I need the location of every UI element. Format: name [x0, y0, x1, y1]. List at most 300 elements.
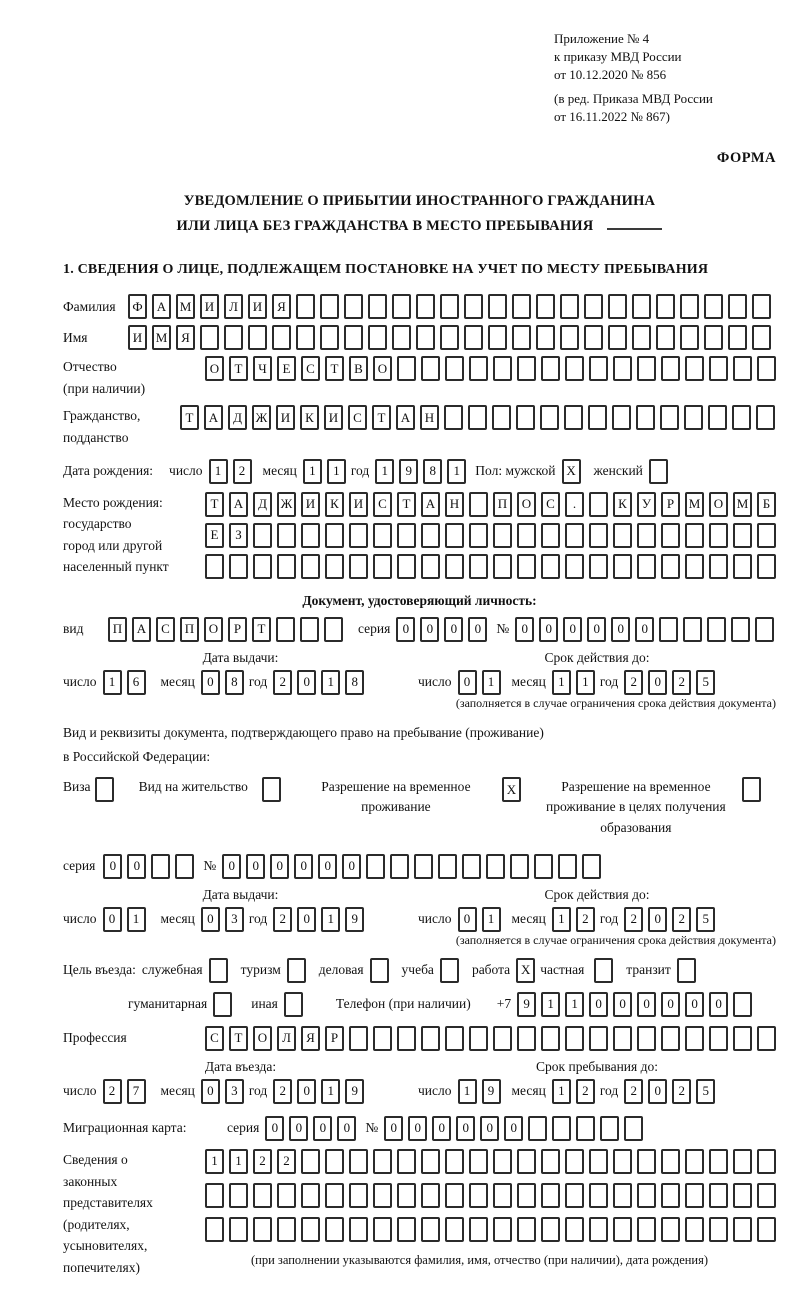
char-cell[interactable]: [558, 854, 577, 879]
char-cell[interactable]: [757, 356, 776, 381]
char-cell[interactable]: [325, 554, 344, 579]
char-cell[interactable]: [728, 325, 747, 350]
char-cell[interactable]: [517, 356, 536, 381]
char-cell[interactable]: [661, 1026, 680, 1051]
char-cell[interactable]: [588, 405, 607, 430]
char-cell[interactable]: [325, 1217, 344, 1242]
char-cell[interactable]: Т: [325, 356, 344, 381]
char-cell[interactable]: Л: [277, 1026, 296, 1051]
char-cell[interactable]: Т: [180, 405, 199, 430]
char-cell[interactable]: [229, 1217, 248, 1242]
char-cell[interactable]: [661, 1217, 680, 1242]
char-cell[interactable]: 2: [672, 670, 691, 695]
char-cell[interactable]: [709, 554, 728, 579]
char-cell[interactable]: 6: [127, 670, 146, 695]
char-cell[interactable]: А: [132, 617, 151, 642]
char-cell[interactable]: Ч: [253, 356, 272, 381]
char-cell[interactable]: [613, 1217, 632, 1242]
char-cell[interactable]: С: [301, 356, 320, 381]
char-cell[interactable]: Д: [253, 492, 272, 517]
char-cell[interactable]: О: [517, 492, 536, 517]
char-cell[interactable]: [752, 325, 771, 350]
char-cell[interactable]: [469, 523, 488, 548]
char-cell[interactable]: [589, 492, 608, 517]
char-cell[interactable]: М: [176, 294, 195, 319]
char-cell[interactable]: [517, 554, 536, 579]
char-cell[interactable]: [205, 1217, 224, 1242]
char-cell[interactable]: С: [541, 492, 560, 517]
char-cell[interactable]: .: [565, 492, 584, 517]
char-cell[interactable]: [517, 523, 536, 548]
char-cell[interactable]: [344, 294, 363, 319]
char-cell[interactable]: [608, 294, 627, 319]
char-cell[interactable]: 2: [624, 907, 643, 932]
char-cell[interactable]: 0: [515, 617, 534, 642]
char-cell[interactable]: 1: [303, 459, 322, 484]
char-cell[interactable]: Ж: [277, 492, 296, 517]
char-cell[interactable]: 0: [201, 1079, 220, 1104]
char-cell[interactable]: [733, 554, 752, 579]
char-cell[interactable]: [731, 617, 750, 642]
char-cell[interactable]: [284, 992, 303, 1017]
char-cell[interactable]: [517, 1026, 536, 1051]
char-cell[interactable]: [757, 1183, 776, 1208]
char-cell[interactable]: Р: [661, 492, 680, 517]
char-cell[interactable]: 1: [447, 459, 466, 484]
char-cell[interactable]: С: [156, 617, 175, 642]
char-cell[interactable]: Т: [229, 356, 248, 381]
char-cell[interactable]: О: [205, 356, 224, 381]
char-cell[interactable]: [757, 1149, 776, 1174]
char-cell[interactable]: [516, 405, 535, 430]
char-cell[interactable]: [541, 356, 560, 381]
char-cell[interactable]: 0: [294, 854, 313, 879]
char-cell[interactable]: У: [637, 492, 656, 517]
char-cell[interactable]: [469, 1149, 488, 1174]
char-cell[interactable]: И: [349, 492, 368, 517]
char-cell[interactable]: [493, 1217, 512, 1242]
char-cell[interactable]: [440, 958, 459, 983]
char-cell[interactable]: О: [204, 617, 223, 642]
char-cell[interactable]: 0: [613, 992, 632, 1017]
char-cell[interactable]: [637, 1026, 656, 1051]
char-cell[interactable]: 0: [337, 1116, 356, 1141]
char-cell[interactable]: 0: [318, 854, 337, 879]
char-cell[interactable]: 0: [103, 854, 122, 879]
char-cell[interactable]: [469, 1217, 488, 1242]
char-cell[interactable]: М: [152, 325, 171, 350]
char-cell[interactable]: Н: [445, 492, 464, 517]
char-cell[interactable]: [493, 523, 512, 548]
char-cell[interactable]: [755, 617, 774, 642]
char-cell[interactable]: [277, 1217, 296, 1242]
char-cell[interactable]: [536, 294, 555, 319]
char-cell[interactable]: 0: [635, 617, 654, 642]
char-cell[interactable]: 0: [396, 617, 415, 642]
char-cell[interactable]: [742, 777, 761, 802]
char-cell[interactable]: [349, 1026, 368, 1051]
char-cell[interactable]: [493, 356, 512, 381]
char-cell[interactable]: [637, 1183, 656, 1208]
char-cell[interactable]: [445, 1026, 464, 1051]
char-cell[interactable]: [200, 325, 219, 350]
char-cell[interactable]: [704, 294, 723, 319]
char-cell[interactable]: [589, 1217, 608, 1242]
char-cell[interactable]: 1: [327, 459, 346, 484]
char-cell[interactable]: [685, 356, 704, 381]
char-cell[interactable]: К: [613, 492, 632, 517]
char-cell[interactable]: [416, 325, 435, 350]
char-cell[interactable]: О: [253, 1026, 272, 1051]
char-cell[interactable]: [677, 958, 696, 983]
char-cell[interactable]: Т: [205, 492, 224, 517]
char-cell[interactable]: [276, 617, 295, 642]
char-cell[interactable]: [733, 523, 752, 548]
char-cell[interactable]: [392, 325, 411, 350]
char-cell[interactable]: [390, 854, 409, 879]
char-cell[interactable]: И: [301, 492, 320, 517]
char-cell[interactable]: [685, 554, 704, 579]
char-cell[interactable]: [213, 992, 232, 1017]
char-cell[interactable]: [373, 523, 392, 548]
char-cell[interactable]: [683, 617, 702, 642]
char-cell[interactable]: [253, 523, 272, 548]
char-cell[interactable]: [560, 325, 579, 350]
char-cell[interactable]: [493, 554, 512, 579]
char-cell[interactable]: [296, 325, 315, 350]
char-cell[interactable]: [349, 1149, 368, 1174]
char-cell[interactable]: [445, 523, 464, 548]
char-cell[interactable]: [613, 1149, 632, 1174]
char-cell[interactable]: 1: [552, 907, 571, 932]
char-cell[interactable]: [565, 1026, 584, 1051]
char-cell[interactable]: 0: [246, 854, 265, 879]
char-cell[interactable]: [589, 1183, 608, 1208]
char-cell[interactable]: [757, 523, 776, 548]
char-cell[interactable]: 1: [321, 907, 340, 932]
char-cell[interactable]: [320, 294, 339, 319]
char-cell[interactable]: 0: [589, 992, 608, 1017]
char-cell[interactable]: [656, 325, 675, 350]
char-cell[interactable]: 0: [661, 992, 680, 1017]
char-cell[interactable]: [600, 1116, 619, 1141]
char-cell[interactable]: [536, 325, 555, 350]
char-cell[interactable]: Н: [420, 405, 439, 430]
char-cell[interactable]: И: [200, 294, 219, 319]
char-cell[interactable]: 1: [552, 670, 571, 695]
char-cell[interactable]: О: [709, 492, 728, 517]
char-cell[interactable]: X: [502, 777, 521, 802]
char-cell[interactable]: 0: [563, 617, 582, 642]
char-cell[interactable]: Д: [228, 405, 247, 430]
char-cell[interactable]: 0: [468, 617, 487, 642]
char-cell[interactable]: [438, 854, 457, 879]
char-cell[interactable]: 0: [587, 617, 606, 642]
char-cell[interactable]: [637, 356, 656, 381]
char-cell[interactable]: 2: [576, 1079, 595, 1104]
char-cell[interactable]: [661, 554, 680, 579]
char-cell[interactable]: [151, 854, 170, 879]
char-cell[interactable]: [512, 294, 531, 319]
char-cell[interactable]: [440, 294, 459, 319]
char-cell[interactable]: [733, 356, 752, 381]
char-cell[interactable]: 0: [313, 1116, 332, 1141]
char-cell[interactable]: [392, 294, 411, 319]
char-cell[interactable]: [733, 1149, 752, 1174]
char-cell[interactable]: [649, 459, 668, 484]
char-cell[interactable]: 9: [399, 459, 418, 484]
char-cell[interactable]: [541, 523, 560, 548]
char-cell[interactable]: [416, 294, 435, 319]
char-cell[interactable]: [624, 1116, 643, 1141]
char-cell[interactable]: [733, 1026, 752, 1051]
char-cell[interactable]: [373, 1183, 392, 1208]
char-cell[interactable]: [685, 1183, 704, 1208]
char-cell[interactable]: [272, 325, 291, 350]
char-cell[interactable]: [534, 854, 553, 879]
char-cell[interactable]: [397, 523, 416, 548]
char-cell[interactable]: Р: [325, 1026, 344, 1051]
char-cell[interactable]: К: [300, 405, 319, 430]
char-cell[interactable]: И: [324, 405, 343, 430]
char-cell[interactable]: X: [516, 958, 535, 983]
char-cell[interactable]: [685, 1149, 704, 1174]
char-cell[interactable]: [709, 1217, 728, 1242]
char-cell[interactable]: [659, 617, 678, 642]
char-cell[interactable]: [253, 1217, 272, 1242]
char-cell[interactable]: X: [562, 459, 581, 484]
char-cell[interactable]: 2: [624, 1079, 643, 1104]
char-cell[interactable]: 1: [321, 1079, 340, 1104]
char-cell[interactable]: 0: [648, 1079, 667, 1104]
char-cell[interactable]: [349, 1183, 368, 1208]
char-cell[interactable]: [493, 1183, 512, 1208]
char-cell[interactable]: 2: [273, 1079, 292, 1104]
char-cell[interactable]: Т: [397, 492, 416, 517]
char-cell[interactable]: 2: [576, 907, 595, 932]
char-cell[interactable]: И: [276, 405, 295, 430]
char-cell[interactable]: Б: [757, 492, 776, 517]
char-cell[interactable]: [493, 1026, 512, 1051]
char-cell[interactable]: [661, 356, 680, 381]
char-cell[interactable]: С: [373, 492, 392, 517]
char-cell[interactable]: [589, 523, 608, 548]
char-cell[interactable]: [589, 1149, 608, 1174]
char-cell[interactable]: 5: [696, 907, 715, 932]
char-cell[interactable]: [277, 1183, 296, 1208]
char-cell[interactable]: 1: [482, 907, 501, 932]
char-cell[interactable]: З: [229, 523, 248, 548]
char-cell[interactable]: Я: [176, 325, 195, 350]
char-cell[interactable]: [709, 1183, 728, 1208]
char-cell[interactable]: Я: [272, 294, 291, 319]
char-cell[interactable]: 1: [103, 670, 122, 695]
char-cell[interactable]: [414, 854, 433, 879]
char-cell[interactable]: [589, 1026, 608, 1051]
char-cell[interactable]: 2: [103, 1079, 122, 1104]
char-cell[interactable]: [613, 1183, 632, 1208]
char-cell[interactable]: 0: [222, 854, 241, 879]
char-cell[interactable]: [594, 958, 613, 983]
char-cell[interactable]: [612, 405, 631, 430]
char-cell[interactable]: [320, 325, 339, 350]
char-cell[interactable]: [528, 1116, 547, 1141]
char-cell[interactable]: [464, 325, 483, 350]
char-cell[interactable]: [565, 1183, 584, 1208]
char-cell[interactable]: [752, 294, 771, 319]
char-cell[interactable]: [397, 1149, 416, 1174]
char-cell[interactable]: [325, 1149, 344, 1174]
char-cell[interactable]: [685, 523, 704, 548]
char-cell[interactable]: 2: [273, 670, 292, 695]
char-cell[interactable]: [733, 1183, 752, 1208]
char-cell[interactable]: [488, 294, 507, 319]
char-cell[interactable]: [733, 992, 752, 1017]
char-cell[interactable]: 2: [277, 1149, 296, 1174]
char-cell[interactable]: [584, 325, 603, 350]
char-cell[interactable]: [492, 405, 511, 430]
char-cell[interactable]: [368, 325, 387, 350]
char-cell[interactable]: 1: [565, 992, 584, 1017]
char-cell[interactable]: Т: [229, 1026, 248, 1051]
char-cell[interactable]: [440, 325, 459, 350]
char-cell[interactable]: [469, 1026, 488, 1051]
char-cell[interactable]: 1: [482, 670, 501, 695]
char-cell[interactable]: [756, 405, 775, 430]
char-cell[interactable]: [685, 1026, 704, 1051]
char-cell[interactable]: [301, 523, 320, 548]
char-cell[interactable]: 2: [253, 1149, 272, 1174]
char-cell[interactable]: 1: [321, 670, 340, 695]
char-cell[interactable]: А: [396, 405, 415, 430]
char-cell[interactable]: 1: [209, 459, 228, 484]
char-cell[interactable]: [205, 554, 224, 579]
char-cell[interactable]: [277, 554, 296, 579]
char-cell[interactable]: Ж: [252, 405, 271, 430]
char-cell[interactable]: [205, 1183, 224, 1208]
char-cell[interactable]: [373, 1149, 392, 1174]
char-cell[interactable]: Ф: [128, 294, 147, 319]
char-cell[interactable]: М: [685, 492, 704, 517]
char-cell[interactable]: [613, 554, 632, 579]
char-cell[interactable]: [517, 1183, 536, 1208]
char-cell[interactable]: К: [325, 492, 344, 517]
char-cell[interactable]: [637, 523, 656, 548]
char-cell[interactable]: 1: [552, 1079, 571, 1104]
char-cell[interactable]: Е: [277, 356, 296, 381]
char-cell[interactable]: [486, 854, 505, 879]
char-cell[interactable]: [445, 1149, 464, 1174]
char-cell[interactable]: П: [180, 617, 199, 642]
char-cell[interactable]: [541, 1026, 560, 1051]
char-cell[interactable]: [444, 405, 463, 430]
char-cell[interactable]: [469, 492, 488, 517]
char-cell[interactable]: [708, 405, 727, 430]
char-cell[interactable]: [277, 523, 296, 548]
char-cell[interactable]: [565, 356, 584, 381]
char-cell[interactable]: 0: [458, 907, 477, 932]
char-cell[interactable]: [707, 617, 726, 642]
char-cell[interactable]: 0: [611, 617, 630, 642]
char-cell[interactable]: [565, 1149, 584, 1174]
char-cell[interactable]: [301, 554, 320, 579]
char-cell[interactable]: [728, 294, 747, 319]
char-cell[interactable]: Т: [372, 405, 391, 430]
char-cell[interactable]: [344, 325, 363, 350]
char-cell[interactable]: 9: [482, 1079, 501, 1104]
char-cell[interactable]: И: [128, 325, 147, 350]
char-cell[interactable]: [660, 405, 679, 430]
char-cell[interactable]: [709, 1149, 728, 1174]
char-cell[interactable]: [757, 1217, 776, 1242]
char-cell[interactable]: [445, 1217, 464, 1242]
char-cell[interactable]: [373, 1217, 392, 1242]
char-cell[interactable]: 9: [345, 907, 364, 932]
char-cell[interactable]: Е: [205, 523, 224, 548]
char-cell[interactable]: 0: [201, 907, 220, 932]
char-cell[interactable]: [589, 554, 608, 579]
char-cell[interactable]: [512, 325, 531, 350]
char-cell[interactable]: [637, 1217, 656, 1242]
char-cell[interactable]: [300, 617, 319, 642]
char-cell[interactable]: Т: [252, 617, 271, 642]
char-cell[interactable]: [469, 356, 488, 381]
char-cell[interactable]: [287, 958, 306, 983]
char-cell[interactable]: [709, 356, 728, 381]
char-cell[interactable]: [613, 1026, 632, 1051]
char-cell[interactable]: [704, 325, 723, 350]
char-cell[interactable]: [709, 523, 728, 548]
char-cell[interactable]: [262, 777, 281, 802]
char-cell[interactable]: [636, 405, 655, 430]
char-cell[interactable]: [349, 523, 368, 548]
char-cell[interactable]: 1: [458, 1079, 477, 1104]
char-cell[interactable]: [421, 1149, 440, 1174]
char-cell[interactable]: 2: [233, 459, 252, 484]
char-cell[interactable]: 0: [127, 854, 146, 879]
char-cell[interactable]: Я: [301, 1026, 320, 1051]
char-cell[interactable]: 0: [444, 617, 463, 642]
char-cell[interactable]: [421, 523, 440, 548]
char-cell[interactable]: [325, 523, 344, 548]
char-cell[interactable]: 3: [225, 1079, 244, 1104]
char-cell[interactable]: [589, 356, 608, 381]
char-cell[interactable]: [248, 325, 267, 350]
char-cell[interactable]: [464, 294, 483, 319]
char-cell[interactable]: [565, 1217, 584, 1242]
char-cell[interactable]: 0: [408, 1116, 427, 1141]
char-cell[interactable]: 2: [273, 907, 292, 932]
char-cell[interactable]: 8: [225, 670, 244, 695]
char-cell[interactable]: [296, 294, 315, 319]
char-cell[interactable]: [445, 1183, 464, 1208]
char-cell[interactable]: [656, 294, 675, 319]
char-cell[interactable]: [421, 1217, 440, 1242]
char-cell[interactable]: 0: [297, 907, 316, 932]
char-cell[interactable]: [397, 356, 416, 381]
char-cell[interactable]: 0: [270, 854, 289, 879]
char-cell[interactable]: [349, 1217, 368, 1242]
char-cell[interactable]: [661, 523, 680, 548]
char-cell[interactable]: [517, 1217, 536, 1242]
char-cell[interactable]: [397, 554, 416, 579]
char-cell[interactable]: [608, 325, 627, 350]
char-cell[interactable]: [757, 554, 776, 579]
char-cell[interactable]: 0: [289, 1116, 308, 1141]
char-cell[interactable]: 0: [384, 1116, 403, 1141]
char-cell[interactable]: Р: [228, 617, 247, 642]
char-cell[interactable]: 0: [637, 992, 656, 1017]
